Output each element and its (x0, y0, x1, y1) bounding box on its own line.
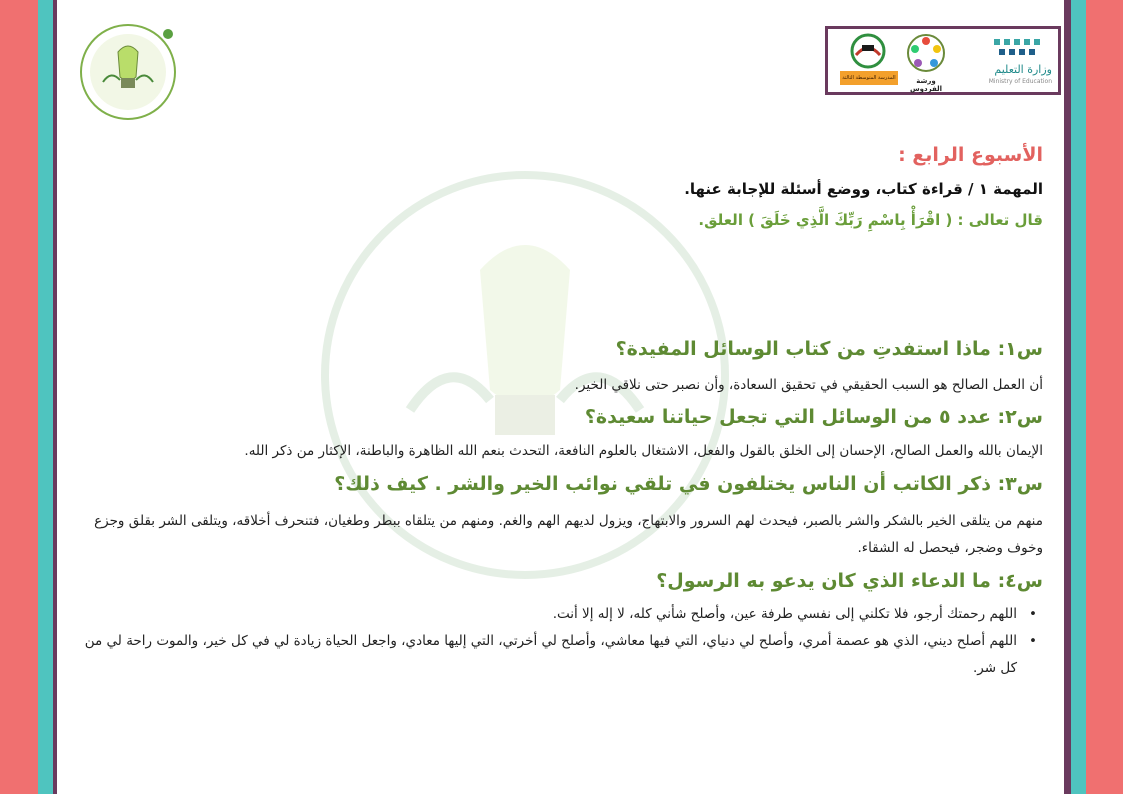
ministry-name-ar: وزارة التعليم (994, 63, 1052, 76)
bullet-icon: • (1029, 606, 1037, 622)
dua-2: اللهم أصلح ديني، الذي هو عصمة أمري، وأصلح لي دنياي، التي فيها معاشي، وأصلح لي أخرتي، التي إليها معادي، واجعل الحياة زيادة لي في كل خير، والموت راحة لي من كل شر. (84, 633, 1017, 676)
list-item (80, 601, 1043, 628)
left-coral-stripe (0, 0, 38, 794)
ministry-name-en: Ministry of Education (988, 78, 1052, 85)
week-title: الأسبوع الرابع : (898, 144, 1043, 166)
answer-3: منهم من يتلقى الخير بالشكر والشر بالصبر، فيحدث لهم السرور والابتهاج، ويزول لديهم الهم والغم. ومنهم من يتلقاه ببطر وطغيان، فتنحرف أخلاقه، ويتلقى الشر بقلق وجزع وخوف وضجر، فيحصل له الشقاء. (94, 513, 1043, 556)
list-item (80, 628, 1043, 682)
answer-2: الإيمان بالله والعمل الصالح، الإحسان إلى الخلق بالقول والفعل، الاشتغال بالعلوم النافعة، التحدث بنعم الله الظاهرة والباطنة، الإكثار من ذكر الله. (244, 443, 1043, 459)
task-line: المهمة ١ / قراءة كتاب، ووضع أسئلة للإجابة عنها. (684, 180, 1043, 198)
workshop-logo (904, 33, 948, 91)
school-emblem-icon (836, 33, 900, 71)
partner-logos-box (825, 26, 1061, 95)
question-2: س٢: عدد ٥ من الوسائل التي تجعل حياتنا سعيدة؟ (584, 406, 1043, 428)
ministry-dots-icon (984, 35, 1054, 61)
hands-emblem-icon (904, 33, 948, 75)
dua-1: اللهم رحمتك أرجو، فلا تكلني إلى نفسي طرفة عين، وأصلح شأني كله، لا إله إلا أنت. (552, 606, 1017, 622)
school-slogan-logo (78, 22, 178, 122)
verse-line: قال تعالى : ( اقْرَأْ بِاسْمِ رَبِّكَ الَّذِي خَلَقَ ) العلق. (698, 211, 1043, 229)
bullet-icon: • (1029, 633, 1037, 649)
question-1: س١: ماذا استفدتِ من كتاب الوسائل المفيدة؟ (615, 338, 1043, 360)
right-teal-stripe (1071, 0, 1086, 794)
question-4: س٤: ما الدعاء الذي كان يدعو به الرسول؟ (656, 570, 1043, 592)
answer-4-list (80, 601, 1043, 682)
left-teal-stripe (38, 0, 53, 794)
workshop-label: ورشة الفردوس (909, 77, 943, 93)
question-3: س٣: ذكر الكاتب أن الناس يختلفون في تلقي نوائب الخير والشر . كيف ذلك؟ (334, 473, 1043, 495)
ministry-logo (964, 33, 1060, 91)
right-coral-stripe (1086, 0, 1123, 794)
school-label: المدرسة المتوسطة الثالثة (840, 71, 898, 85)
school-logo (836, 33, 900, 91)
answer-1: أن العمل الصالح هو السبب الحقيقي في تحقيق السعادة، وأن نصبر حتى نلاقي الخير. (574, 377, 1043, 393)
right-plum-line (1064, 0, 1071, 794)
left-plum-line (53, 0, 57, 794)
